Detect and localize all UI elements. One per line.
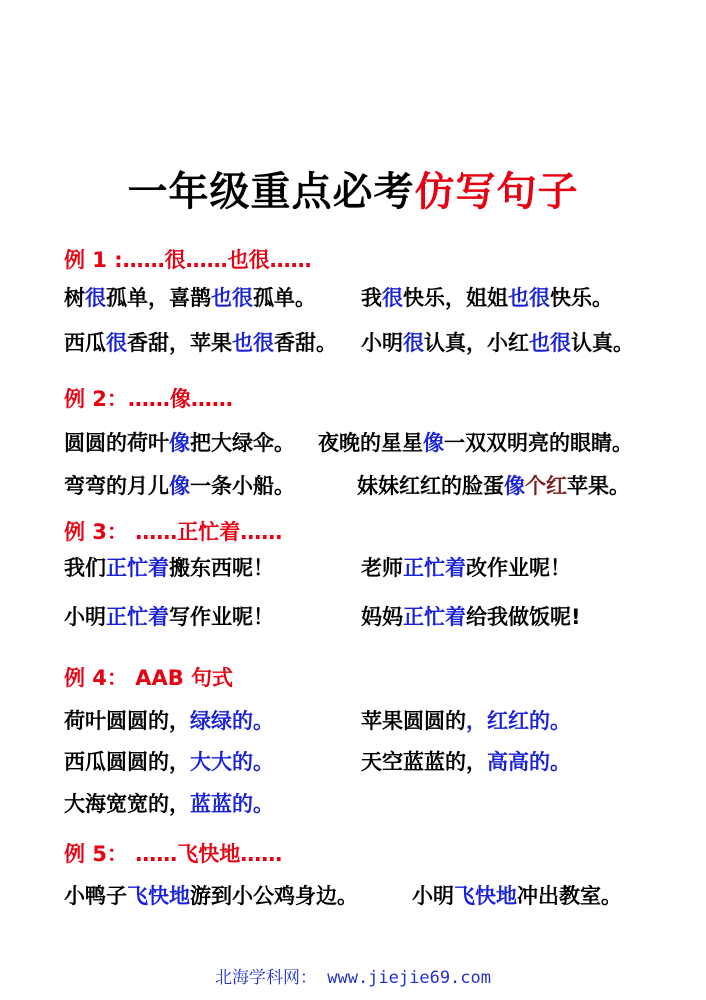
- sentence-fragment: 飞快地: [454, 884, 517, 908]
- sentence-fragment: 像: [504, 474, 525, 498]
- sentence-fragment: 像: [169, 474, 190, 498]
- sentence-fragment: 游到小公鸡身边。: [190, 884, 358, 908]
- sentence-2c: [64, 470, 295, 500]
- title-red: 仿写句子: [414, 169, 579, 215]
- sentence-fragment: 认真。: [571, 331, 634, 355]
- sentence-4b: [361, 705, 571, 735]
- sentence-fragment: 冲出教室。: [517, 884, 622, 908]
- example-1-label: 例 1 :……很……也很……: [64, 248, 312, 272]
- sentence-fragment: 认真，小红: [424, 331, 529, 355]
- sentence-fragment: 我们: [64, 556, 106, 580]
- sentence-4c: [64, 746, 274, 776]
- sentence-fragment: 绿绿的。: [190, 709, 274, 733]
- sentence-4e: [64, 788, 274, 818]
- sentence-fragment: 香甜，苹果: [127, 331, 232, 355]
- sentence-fragment: 苹果。: [567, 474, 630, 498]
- sentence-fragment: 圆圆的荷叶: [64, 431, 169, 455]
- sentence-fragment: 老师: [361, 556, 403, 580]
- sentence-fragment: 正忙着: [106, 556, 169, 580]
- sentence-fragment: 飞快地: [127, 884, 190, 908]
- sentence-fragment: 也很: [529, 331, 571, 355]
- title-black: 一年级重点必考: [127, 169, 415, 215]
- sentence-fragment: 香甜。: [274, 331, 337, 355]
- footer-watermark: 北海学科网： www.jiejie69.com: [215, 968, 491, 988]
- sentence-fragment: 西瓜: [64, 331, 106, 355]
- sentence-4d: [361, 746, 571, 776]
- sentence-fragment: 天空蓝蓝的，: [361, 750, 487, 774]
- sentence-fragment: 也很: [232, 331, 274, 355]
- sentence-fragment: 很: [106, 331, 127, 355]
- sentence-5a: [64, 880, 358, 910]
- sentence-fragment: 妈妈: [361, 605, 403, 629]
- sentence-fragment: 正忙着: [403, 556, 466, 580]
- sentence-fragment: 高高的。: [487, 750, 571, 774]
- sentence-fragment: 写作业呢！: [169, 605, 274, 629]
- sentence-fragment: 正忙着: [403, 605, 466, 629]
- example-4-label: 例 4： AAB 句式: [64, 666, 234, 690]
- sentence-fragment: 西瓜圆圆的，: [64, 750, 190, 774]
- sentence-2a: [64, 427, 295, 457]
- sentence-1d: [361, 327, 634, 357]
- sentence-fragment: 弯弯的月儿: [64, 474, 169, 498]
- sentence-3c: [64, 601, 274, 631]
- sentence-3d: [361, 601, 581, 631]
- sentence-fragment: 给我做饭呢!: [466, 605, 581, 629]
- sentence-fragment: 改作业呢！: [466, 556, 571, 580]
- sentence-fragment: 大大的。: [190, 750, 274, 774]
- sentence-fragment: 夜晚的星星: [318, 431, 423, 455]
- sentence-fragment: 孤单。: [253, 286, 316, 310]
- sentence-fragment: 蓝蓝的。: [190, 792, 274, 816]
- example-2-label: 例 2：……像……: [64, 387, 233, 411]
- sentence-fragment: 大海宽宽的，: [64, 792, 190, 816]
- sentence-fragment: 我: [361, 286, 382, 310]
- sentence-fragment: 快乐。: [550, 286, 613, 310]
- sentence-fragment: 一条小船。: [190, 474, 295, 498]
- page-title: [0, 160, 706, 217]
- sentence-3b: [361, 552, 571, 582]
- sentence-fragment: 快乐，姐姐: [403, 286, 508, 310]
- sentence-3a: [64, 552, 274, 582]
- example-5-label: 例 5： ……飞快地……: [64, 842, 283, 866]
- sentence-fragment: 像: [423, 431, 444, 455]
- sentence-2b: [318, 427, 633, 457]
- sentence-fragment: 一双双明亮的眼睛。: [444, 431, 633, 455]
- sentence-fragment: 很: [403, 331, 424, 355]
- sentence-fragment: ，红红的。: [466, 709, 571, 733]
- sentence-2d: [357, 470, 630, 500]
- example-3-label: 例 3： ……正忙着……: [64, 520, 283, 544]
- sentence-fragment: 很: [85, 286, 106, 310]
- sentence-fragment: 小明: [412, 884, 454, 908]
- sentence-fragment: 像: [169, 431, 190, 455]
- sentence-1b: [361, 282, 613, 312]
- sentence-fragment: 很: [382, 286, 403, 310]
- sentence-fragment: 搬东西呢！: [169, 556, 274, 580]
- sentence-fragment: 荷叶圆圆的，: [64, 709, 190, 733]
- sentence-fragment: 苹果圆圆的: [361, 709, 466, 733]
- sentence-fragment: 小明: [361, 331, 403, 355]
- sentence-fragment: 小明: [64, 605, 106, 629]
- sentence-1a: [64, 282, 316, 312]
- sentence-fragment: 也很: [211, 286, 253, 310]
- sentence-fragment: 妹妹红红的脸蛋: [357, 474, 504, 498]
- sentence-fragment: 树: [64, 286, 85, 310]
- sentence-fragment: 个红: [525, 474, 567, 498]
- sentence-1c: [64, 327, 337, 357]
- sentence-fragment: 正忙着: [106, 605, 169, 629]
- sentence-fragment: 也很: [508, 286, 550, 310]
- sentence-5b: [412, 880, 622, 910]
- sentence-fragment: 小鸭子: [64, 884, 127, 908]
- sentence-4a: [64, 705, 274, 735]
- sentence-fragment: 孤单，喜鹊: [106, 286, 211, 310]
- sentence-fragment: 把大绿伞。: [190, 431, 295, 455]
